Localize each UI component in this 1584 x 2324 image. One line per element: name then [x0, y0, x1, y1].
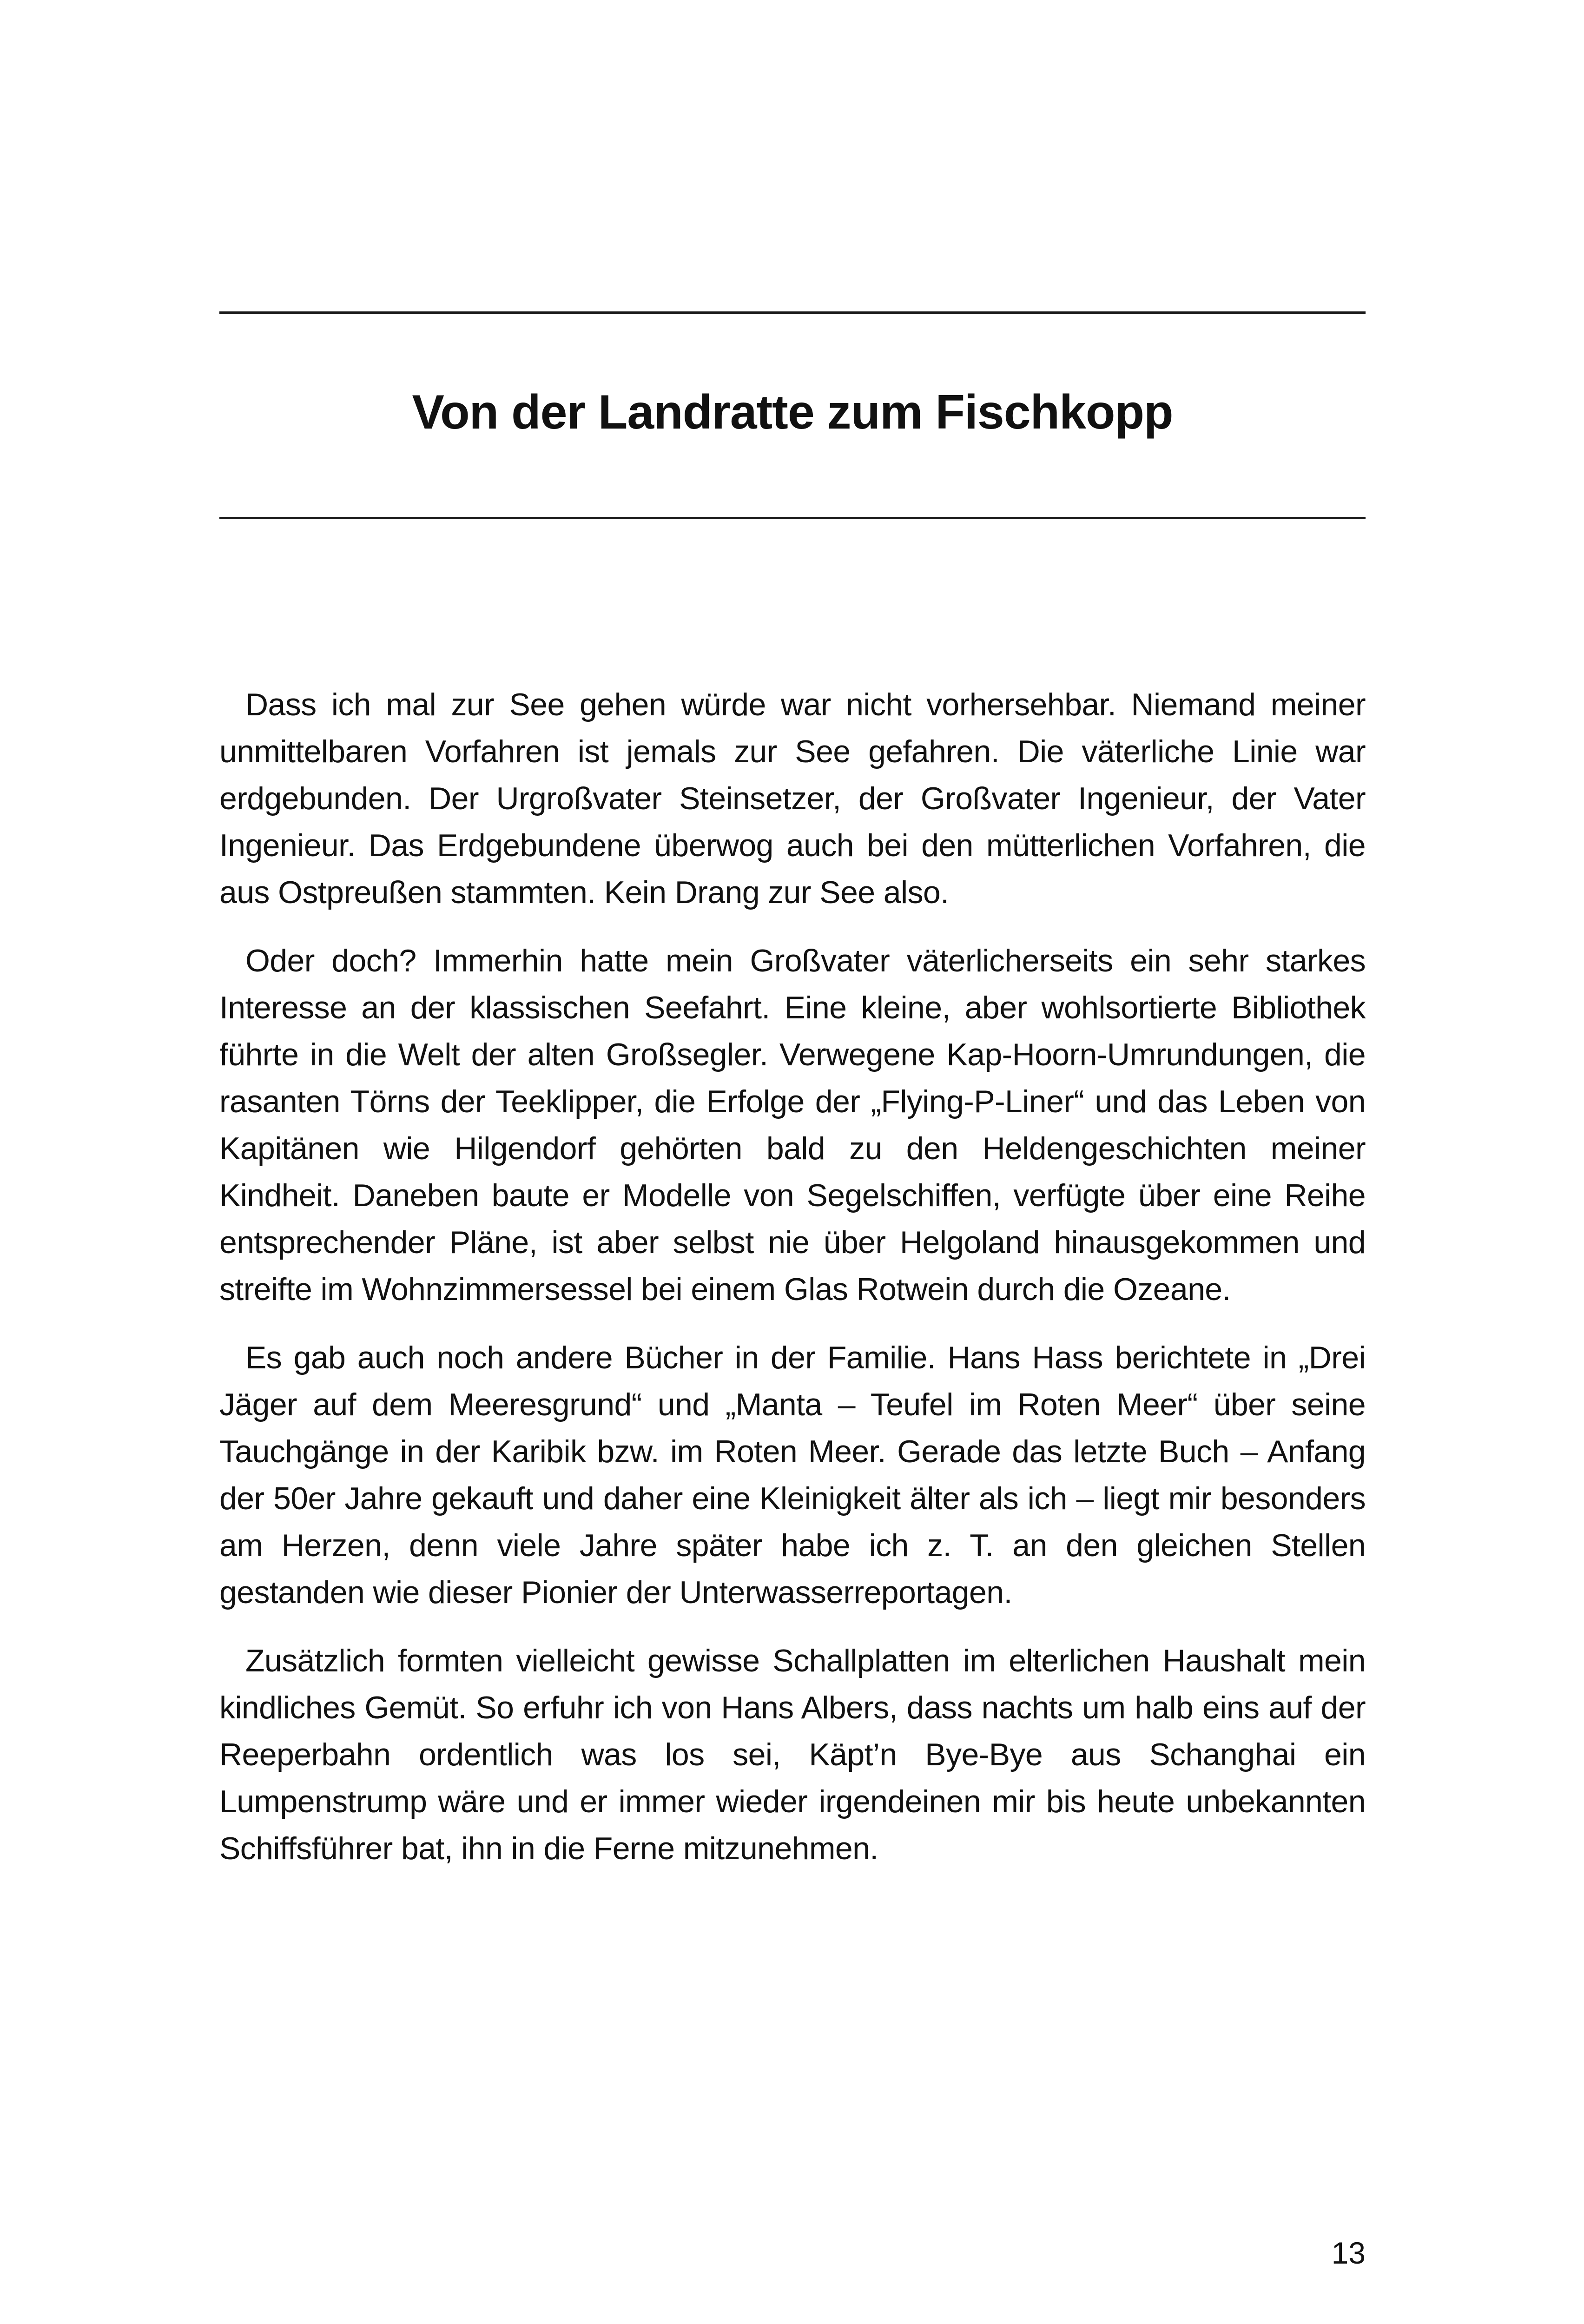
paragraph: Dass ich mal zur See gehen würde war nicht vorhersehbar. Niemand meiner unmittelbaren Vorfahren ist jemals zur See gefahren. Die väterliche Linie war erdgebunden. Der Urgroßvater Steinsetzer, der Großvater Ingenieur, der Vater Ingenieur. Das Erdgebundene überwog auch bei den mütterlichen Vorfahren, die aus Ostpreußen stammten. Kein Drang zur See also. [219, 687, 1366, 910]
page-number: 13 [1331, 2236, 1366, 2270]
paragraph: Zusätzlich formten vielleicht gewisse Schallplatten im elterlichen Haushalt mein kindliches Gemüt. So erfuhr ich von Hans Albers, dass nachts um halb eins auf der Reeperbahn ordentlich was los sei, Käpt’n Bye-Bye aus Schanghai ein Lumpenstrump wäre und er immer wieder irgendeinen mir bis heute unbekannten Schiffsführer bat, ihn in die Ferne mitzunehmen. [219, 1643, 1366, 1866]
chapter-title: Von der Landratte zum Fischkopp [412, 385, 1173, 439]
body-text [219, 681, 1366, 1894]
title-rule-bottom [219, 517, 1366, 519]
title-rule-top [219, 311, 1366, 314]
paragraph: Oder doch? Immerhin hatte mein Großvater väterlicherseits ein sehr starkes Interesse an der klassischen Seefahrt. Eine kleine, aber wohlsortierte Bibliothek führte in die Welt der alten Großsegler. Verwegene Kap-Hoorn-Umrundungen, die rasanten Törns der Teeklipper, die Erfolge der „Flying-P-Liner“ und das Leben von Kapitänen wie Hilgendorf gehörten bald zu den Heldengeschichten meiner Kindheit. Daneben baute er Modelle von Segelschiffen, verfügte über eine Reihe entsprechender Pläne, ist aber selbst nie über Helgoland hinausgekommen und streifte im Wohnzimmersessel bei einem Glas Rotwein durch die Ozeane. [219, 943, 1366, 1307]
paragraph: Es gab auch noch andere Bücher in der Familie. Hans Hass berichtete in „Drei Jäger auf dem Meeresgrund“ und „Manta – Teufel im Roten Meer“ über seine Tauchgänge in der Karibik bzw. im Roten Meer. Gerade das letzte Buch – Anfang der 50er Jahre gekauft und daher eine Kleinigkeit älter als ich – liegt mir besonders am Herzen, denn viele Jahre später habe ich z. T. an den gleichen Stellen gestanden wie dieser Pionier der Unterwasserreportagen. [219, 1340, 1366, 1610]
